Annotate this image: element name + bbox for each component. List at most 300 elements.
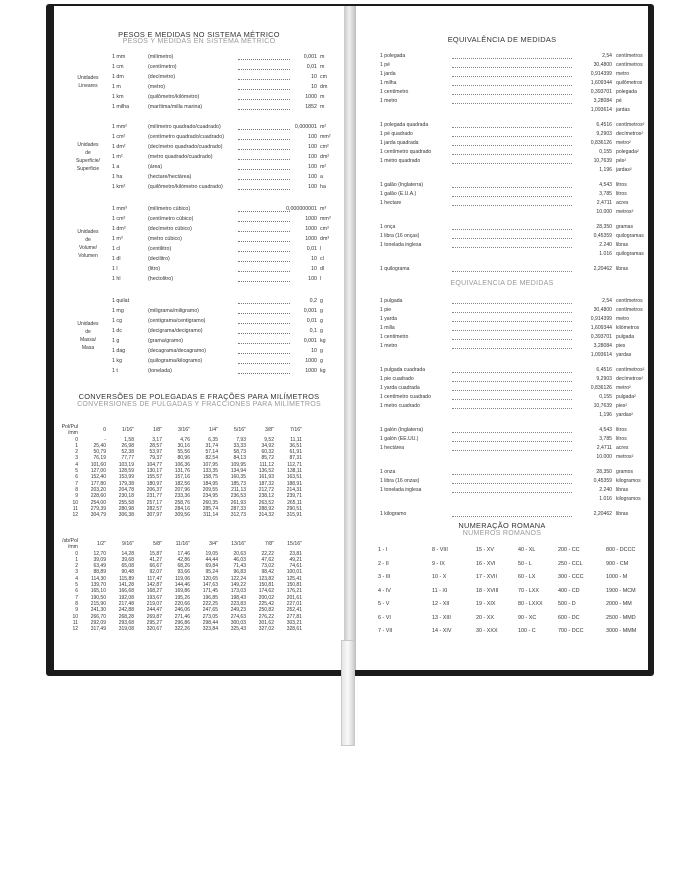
table-header-cell: 13/16" [231,541,246,548]
table-cell: 165,10 [90,588,106,595]
metric-row [112,62,338,72]
table-cell: 187,32 [258,480,274,487]
equivalence-unit: kilómetros [616,325,640,331]
table-cell: 323,84 [202,626,218,633]
unit-value: 100 [308,184,317,190]
roman-entry: 900 - CM [606,560,629,567]
group-label-line: Unidades [77,321,99,327]
table-cell: 195,26 [174,594,190,601]
table-cell: 141,28 [118,582,134,589]
table-header-cell: Pol/Pul /mm [61,424,78,437]
leader-dots [452,324,572,331]
leader-dots [452,468,572,475]
table-cell: 249,23 [230,607,246,614]
equivalence-label: 1 pie cuadrado [380,376,414,382]
equivalence-unit: centímetros [616,298,643,304]
equivalence-row [380,411,642,420]
leader-dots [452,223,572,230]
equivalence-row [380,486,642,495]
table-cell: 6 [75,474,78,481]
table-cell: 50,79 [93,449,106,456]
table-cell: 133,35 [202,468,218,475]
unit-symbol: 1 dag [112,348,126,354]
table-cell: 5 [75,582,78,589]
table-cell: 204,78 [118,486,134,493]
equivalence-row [380,241,642,250]
table-cell: 90,48 [121,569,134,576]
equivalence-row [380,444,642,453]
roman-entry: 4 - IV [378,587,391,594]
unit-target: l [320,276,322,282]
equivalence-row [380,306,642,315]
leader-dots [452,139,572,146]
table-cell: 188,91 [286,480,302,487]
unit-target: dm³ [320,236,330,242]
roman-entry: 1 - I [378,547,388,553]
table-cell: 196,85 [202,594,218,601]
table-cell: 14,28 [121,550,134,557]
table-row [58,607,302,613]
equivalence-unit: decímetros² [616,376,643,382]
unit-target: m² [320,124,327,130]
unit-value: 0,1 [309,328,317,334]
unit-value: 0,01 [306,318,317,324]
equivalence-value: 28,350 [596,224,612,230]
equivalence-value: 0,155 [599,394,612,400]
equivalence-label: 1 metro cuadrado [380,403,420,409]
table-cell: 10 [72,499,78,506]
equivalence-label: 1 yarda cuadrada [380,385,420,391]
conversion-table-2 [58,538,302,632]
unit-value: 0,001 [303,308,317,314]
leader-dots [452,315,572,322]
equivalence-label: 1 hectárea [380,445,405,451]
unit-symbol: 1 mm² [112,124,128,130]
equivalence-row [380,366,645,375]
table-cell: 241,30 [90,607,106,614]
table-cell: 30,16 [177,442,190,449]
unit-symbol: 1 dm² [112,144,126,150]
metric-row [112,182,338,192]
table-cell: 230,18 [118,493,134,500]
equivalence-unit: metro [616,316,630,322]
table-cell: 295,27 [146,619,162,626]
equivalence-label: 1 polegada [380,53,406,59]
table-cell: 15,87 [149,550,162,557]
unit-target: g [320,308,323,314]
table-cell: 41,27 [149,556,162,563]
table-cell: 98,42 [261,569,274,576]
table-cell: 176,21 [286,588,302,595]
equivalence-row [380,130,642,139]
conversion-table-1 [58,424,302,518]
unit-description: (centigrama/centigramo) [148,318,206,324]
book-spine [344,6,356,670]
equivalence-row [380,351,642,360]
equivalence-label: 1 tonelada inglesa [380,487,422,493]
table-cell: 77,77 [121,455,134,462]
unit-target: g [320,328,323,334]
unit-target: cl [320,256,324,262]
leader-dots [452,510,572,517]
unit-target: g [320,348,323,354]
unit-value: 0,000001 [294,124,317,130]
table-cell: 319,08 [118,626,134,633]
leader-dots [452,426,572,433]
roman-entry: 500 - D [558,601,576,607]
table-header-cell: 11/16" [175,541,190,548]
unit-description: (milímetro cúbico) [148,206,191,212]
table-cell: 293,68 [118,619,134,626]
table-cell: 282,57 [146,505,162,512]
table-cell: 257,17 [146,499,162,506]
leader-dots [452,181,572,188]
equivalence-label: 1 yarda [380,316,397,322]
leader-dots [452,148,572,155]
equivalence-unit: libras [616,511,629,517]
table-cell: 144,46 [174,582,190,589]
table-cell: 134,94 [230,468,246,475]
metric-row [112,162,338,172]
equivalence-row [380,190,642,199]
table-cell: 3,17 [152,436,162,443]
left-page [54,6,344,670]
table-header-cell: 1/4" [208,427,218,434]
table-cell: 231,77 [146,493,162,500]
table-cell: 112,71 [287,461,302,468]
equivalence-unit: polegada² [616,149,639,155]
equivalence-unit: metros² [616,209,634,215]
table-cell: 7 [75,480,78,487]
table-cell: 82,54 [205,455,218,462]
group-label-line: Masa [81,345,95,351]
table-cell: 250,82 [258,607,274,614]
unit-symbol: 1 dc [112,328,123,334]
unit-value: 10 [311,348,317,354]
unit-target: kg [320,338,326,344]
table-cell: 149,22 [230,582,246,589]
equivalence-row [380,265,642,274]
table-cell: - [104,436,106,443]
table-cell: 4,76 [180,436,190,443]
unit-description: (decímetro cúbico) [148,226,192,232]
table-header-cell: 1/2" [96,541,106,548]
table-cell: 88,89 [93,569,106,576]
group-label-line: Unidades [77,75,99,81]
unit-target: cm³ [320,226,329,232]
table-cell: 63,49 [93,563,106,570]
table-cell: 258,76 [174,499,190,506]
table-row [58,551,302,557]
unit-description: (centilitro) [148,246,172,252]
roman-entry: 14 - XIV [432,628,452,634]
leader-dots [452,121,572,128]
unit-description: (litro) [148,266,161,272]
metric-title-es: PESOS Y MEDIDAS EN SISTEMA MÉTRICO [122,38,276,45]
metric-row [112,172,338,182]
table-cell: 9 [75,493,78,500]
leader-dots [452,444,572,451]
roman-entry: 19 - XIX [476,601,496,607]
table-cell: 273,05 [202,613,218,620]
unit-description: (grama/gramo) [148,338,184,344]
table-cell: 276,22 [258,613,274,620]
table-cell: 150,81 [286,582,302,589]
table-cell: 0 [75,436,78,443]
table-cell: 193,67 [146,594,162,601]
equivalence-value: 30,4800 [593,62,612,68]
equivalence-row [380,495,642,504]
leader-dots [452,265,572,272]
equivalence-unit: quilogramas [616,233,644,239]
table-cell: 315,91 [286,512,302,519]
table-cell: 198,43 [230,594,246,601]
equivalence-row [380,297,642,306]
unit-target: dl [320,266,325,272]
equivalence-row [380,324,642,333]
table-cell: 327,02 [258,626,274,633]
equivalence-unit: libras [616,487,629,493]
equivalence-value: 30,4800 [593,307,612,313]
group-label-line: Superfície/ [76,158,100,164]
equivalence-unit: pé [616,98,622,104]
roman-entry: 200 - CC [558,547,580,553]
bookmark-ribbon[interactable] [341,640,355,746]
table-cell: 9 [75,607,78,614]
roman-entry: 1000 - M [606,574,628,580]
equivalence-value: 0,836126 [590,385,612,391]
table-cell: 3 [75,455,78,462]
table-header-cell: 15/16" [287,541,302,548]
unit-symbol: 1 dm³ [112,226,126,232]
table-cell: 58,73 [233,449,246,456]
table-cell: 12,70 [93,550,106,557]
metric-row [112,132,338,142]
table-cell: 1 [75,556,78,563]
equivalence-label: 1 jarda [380,71,396,77]
unit-target: kg [320,368,326,374]
unit-target: m [320,94,325,100]
roman-entry: 250 - CCL [558,560,583,567]
table-cell: 160,35 [230,474,246,481]
unit-value: 1000 [305,216,317,222]
table-cell: 271,46 [174,613,190,620]
table-cell: 3 [75,569,78,576]
roman-entry: 100 - C [518,628,536,634]
leader-dots [452,486,572,493]
equivalence-label: 1 galón (EE.UU.) [380,436,419,442]
table-cell: 109,95 [230,461,246,468]
table-cell: 39,09 [93,556,106,563]
table-cell: 298,44 [202,619,218,626]
table-cell: 6,35 [208,436,218,443]
equivalence-row [380,97,642,106]
equivalence-unit: gramos [616,469,633,475]
metric-row [112,214,338,224]
equivalence-unit: kilogramos [616,478,641,484]
roman-entry: 20 - XX [476,614,494,621]
table-cell: 200,02 [258,594,274,601]
unit-description: (marítima/milla marina) [148,104,203,110]
metric-row [112,274,338,284]
table-cell: 117,47 [147,575,162,582]
table-cell: 96,83 [233,569,246,576]
table-cell: 55,56 [177,449,190,456]
unit-target: m² [320,164,327,170]
equivalence-label: 1 polegada quadrada [380,122,429,128]
table-cell: 247,65 [202,607,218,614]
roman-entry: 6 - VI [378,614,391,621]
unit-description: (centímetro) [148,64,177,70]
group-label-line: de [85,150,91,156]
metric-row [112,346,338,356]
table-cell: 233,36 [174,493,190,500]
table-row [58,493,302,499]
unit-symbol: 1 cm² [112,134,126,140]
unit-description: (decagrama/decagramo) [148,348,206,354]
table-cell: 60,32 [261,449,274,456]
equivalence-unit: centímetros² [616,367,645,373]
unit-description: (decilitro) [148,256,170,262]
roman-entry: 5 - V [378,601,390,607]
equivalence-unit: jardas² [616,167,632,173]
equivalence-unit: centímetros [616,307,643,313]
table-cell: 11,11 [290,436,302,443]
equivalence-value: 2,4711 [596,445,612,451]
metric-row [112,264,338,274]
roman-entry: 600 - DC [558,614,580,621]
table-cell: 263,52 [258,499,274,506]
unit-symbol: 1 dl [112,256,121,262]
metric-row [112,244,338,254]
equivalence-value: 0,393701 [590,89,612,95]
table-cell: 138,11 [287,468,302,475]
table-cell: 152,40 [90,474,106,481]
equivalence-unit: pés² [616,158,626,164]
equivalence-unit: gramas [616,224,633,230]
table-cell: 84,13 [233,455,246,462]
roman-entry: 40 - XL [518,547,536,553]
table-cell: 301,62 [258,619,274,626]
metric-row [112,306,338,316]
unit-value: 10 [311,256,317,262]
metric-title-pt: PESOS E MEDIDAS NO SISTEMA MÉTRICO [118,30,280,39]
table-cell: 217,48 [118,600,134,607]
unit-value: 1000 [305,358,317,364]
unit-value: 0,000000001 [286,206,317,212]
unit-value: 0,001 [303,338,317,344]
table-cell: 142,87 [146,582,162,589]
equivalence-label: 1 pie [380,307,392,313]
table-cell: 211,13 [231,486,246,493]
table-cell: 2 [75,563,78,570]
metric-row [112,92,338,102]
unit-value: 100 [308,164,317,170]
equivalence-label: 1 libra (16 onzas) [380,478,420,484]
equivalence-value: 2.240 [599,487,612,493]
metric-row [112,122,338,132]
table-cell: 296,86 [174,619,190,626]
equivalence-value: 1.016 [599,496,612,502]
unit-description: (metro quadrado/cuadrado) [148,154,213,160]
table-cell: 1,58 [124,436,134,443]
table-cell: 320,67 [146,626,162,633]
unit-target: mm² [320,134,331,140]
table-cell: 174,62 [258,588,274,595]
equivalence-value: 3,785 [599,191,612,197]
unit-symbol: 1 mm³ [112,206,128,212]
table-cell: 153,99 [118,474,134,481]
table-header-cell: 5/8" [152,541,162,548]
equivalence-unit: litros [616,182,627,188]
equivalence-label: 1 pé [380,62,390,68]
unit-target: m [320,104,325,110]
table-row [58,500,302,506]
unit-symbol: 1 milha [112,104,130,110]
roman-entry: 1900 - MCM [606,587,636,594]
unit-description: (milímetro quadrado/cuadrado) [148,124,221,130]
table-cell: 168,27 [146,588,162,595]
table-cell: 73,02 [261,563,274,570]
unit-target: m [320,64,325,70]
roman-entry: 8 - VIII [432,547,448,553]
table-cell: 314,32 [258,512,274,519]
unit-value: 10 [311,74,317,80]
table-cell: 19,05 [205,550,218,557]
metric-row [112,366,338,376]
table-cell: 9,52 [264,436,274,443]
equivalence-row [380,208,642,217]
table-cell: 11 [72,505,78,512]
table-cell: 68,26 [177,563,190,570]
equivalence-row [380,402,642,411]
equivalence-value: 2,20462 [593,266,612,272]
equivalence-value: 0,45359 [593,233,612,239]
equivalence-label: 1 galão (E.U.A.) [380,191,417,197]
unit-description: (metro cúbico) [148,236,182,242]
table-cell: 93,66 [177,569,190,576]
unit-value: 1852 [305,104,317,110]
table-cell: 173,03 [230,588,246,595]
unit-symbol: 1 hl [112,276,121,282]
table-cell: 107,95 [202,461,218,468]
table-cell: 61,91 [289,449,302,456]
unit-value: 0,01 [306,64,317,70]
table-cell: 266,70 [90,613,106,620]
equivalence-value: 0,914399 [590,71,612,77]
roman-entry: 2 - II [378,560,389,567]
table-cell: 284,16 [174,505,190,512]
table-row [58,474,302,480]
table-cell: 47,62 [261,556,274,563]
table-cell: 254,00 [90,499,106,506]
table-cell: 185,73 [230,480,246,487]
table-cell: 49,21 [289,556,302,563]
unit-value: 100 [308,134,317,140]
table-cell: 317,49 [90,626,106,633]
roman-entry: 9 - IX [432,560,445,567]
metric-row [112,52,338,62]
equivalence-value: 6,4516 [596,122,612,128]
unit-description: (hectare/hectárea) [148,174,192,180]
equivalence-label: 1 jarda quadrada [380,140,419,146]
unit-symbol: 1 m [112,84,121,90]
leader-dots [452,52,572,59]
roman-entry: 10 - X [432,574,447,580]
equivalence-row [380,477,642,486]
table-cell: 127,00 [90,468,106,475]
leader-dots [452,342,572,349]
